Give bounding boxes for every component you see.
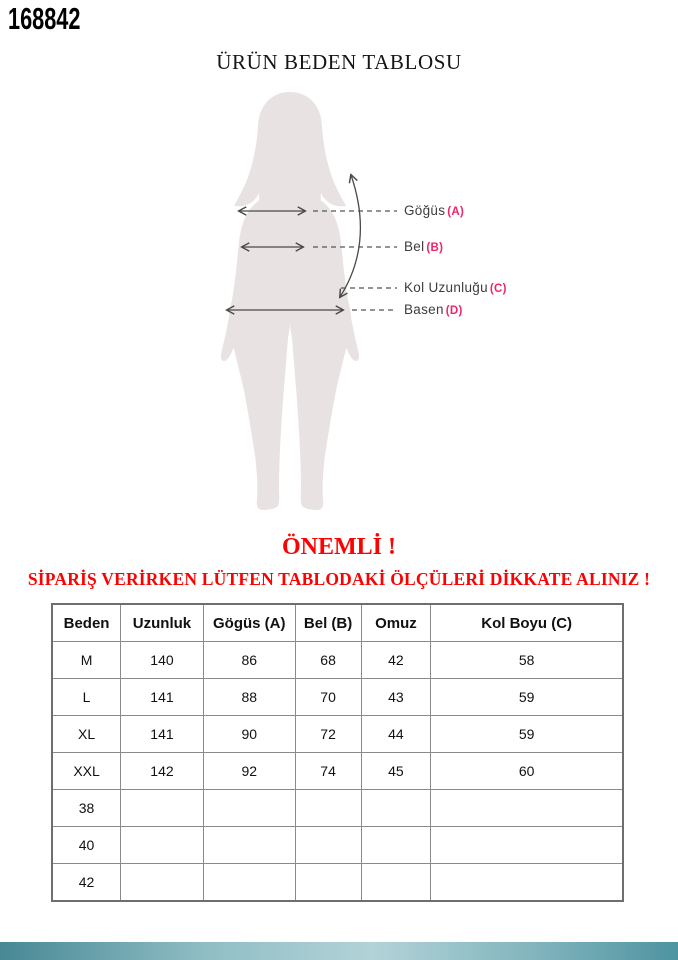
header-row [52, 604, 623, 642]
table-cell [121, 827, 204, 864]
measurement-name: Göğüs [404, 203, 446, 218]
table-cell: 59 [431, 716, 623, 753]
table-cell [203, 790, 295, 827]
table-cell [361, 827, 431, 864]
page-title: ÜRÜN BEDEN TABLOSU [216, 50, 462, 74]
table-cell [121, 864, 204, 902]
table-row [52, 753, 623, 790]
table-cell [431, 827, 623, 864]
notice-heading: ÖNEMLİ ! [282, 534, 396, 560]
column-header: Kol Boyu (C) [431, 604, 623, 642]
footer-brand-bar [0, 942, 678, 960]
table-row [52, 642, 623, 679]
table-cell: 42 [361, 642, 431, 679]
table-cell [361, 790, 431, 827]
table-cell: L [52, 679, 121, 716]
table-cell: 43 [361, 679, 431, 716]
table-cell: 141 [121, 679, 204, 716]
column-header: Bel (B) [295, 604, 361, 642]
table-cell: 45 [361, 753, 431, 790]
table-cell: 140 [121, 642, 204, 679]
table-cell: 44 [361, 716, 431, 753]
measurement-diagram [0, 88, 678, 518]
column-header: Uzunluk [121, 604, 204, 642]
table-row [52, 790, 623, 827]
measurement-label-chest [404, 203, 464, 218]
table-cell: M [52, 642, 121, 679]
table-cell [431, 790, 623, 827]
table-cell: 68 [295, 642, 361, 679]
size-table-head [52, 604, 623, 642]
table-cell: 86 [203, 642, 295, 679]
table-cell [431, 864, 623, 902]
table-cell: 141 [121, 716, 204, 753]
size-table-wrap [51, 603, 624, 902]
table-cell: 70 [295, 679, 361, 716]
table-row [52, 716, 623, 753]
size-table-body [52, 642, 623, 902]
product-code: 168842 [8, 1, 81, 36]
measurement-code: (B) [426, 242, 444, 254]
table-cell [361, 864, 431, 902]
table-cell [295, 790, 361, 827]
table-cell: 42 [52, 864, 121, 902]
column-header: Beden [52, 604, 121, 642]
table-cell: 92 [203, 753, 295, 790]
silhouette-body [221, 190, 359, 510]
table-cell: 142 [121, 753, 204, 790]
measurement-label-arm [404, 280, 507, 295]
table-cell [203, 864, 295, 902]
table-cell: 38 [52, 790, 121, 827]
measurement-name: Bel [404, 239, 425, 254]
table-row [52, 864, 623, 902]
measurement-label-hip [404, 302, 463, 317]
table-cell: 90 [203, 716, 295, 753]
table-cell [203, 827, 295, 864]
table-cell [295, 864, 361, 902]
table-row [52, 679, 623, 716]
table-cell: XL [52, 716, 121, 753]
size-table [51, 603, 624, 902]
measurement-code: (C) [489, 283, 507, 295]
notice-warning: SİPARİŞ VERİRKEN LÜTFEN TABLODAKİ ÖLÇÜLERİ DİKKATE ALINIZ ! [27, 569, 651, 589]
table-cell: 88 [203, 679, 295, 716]
measurement-code: (A) [447, 206, 465, 218]
table-cell [295, 827, 361, 864]
table-cell: 72 [295, 716, 361, 753]
measurement-name: Kol Uzunluğu [404, 280, 488, 295]
table-cell [121, 790, 204, 827]
measurement-name: Basen [404, 302, 444, 317]
table-cell: 40 [52, 827, 121, 864]
column-header: Gögüs (A) [203, 604, 295, 642]
female-figure-silhouette [221, 92, 359, 510]
diagram-canvas [0, 88, 678, 518]
column-header: Omuz [361, 604, 431, 642]
table-cell: 74 [295, 753, 361, 790]
measurement-code: (D) [445, 305, 463, 317]
table-cell: XXL [52, 753, 121, 790]
table-cell: 58 [431, 642, 623, 679]
table-row [52, 827, 623, 864]
measurement-label-waist [404, 239, 443, 254]
table-cell: 59 [431, 679, 623, 716]
table-cell: 60 [431, 753, 623, 790]
